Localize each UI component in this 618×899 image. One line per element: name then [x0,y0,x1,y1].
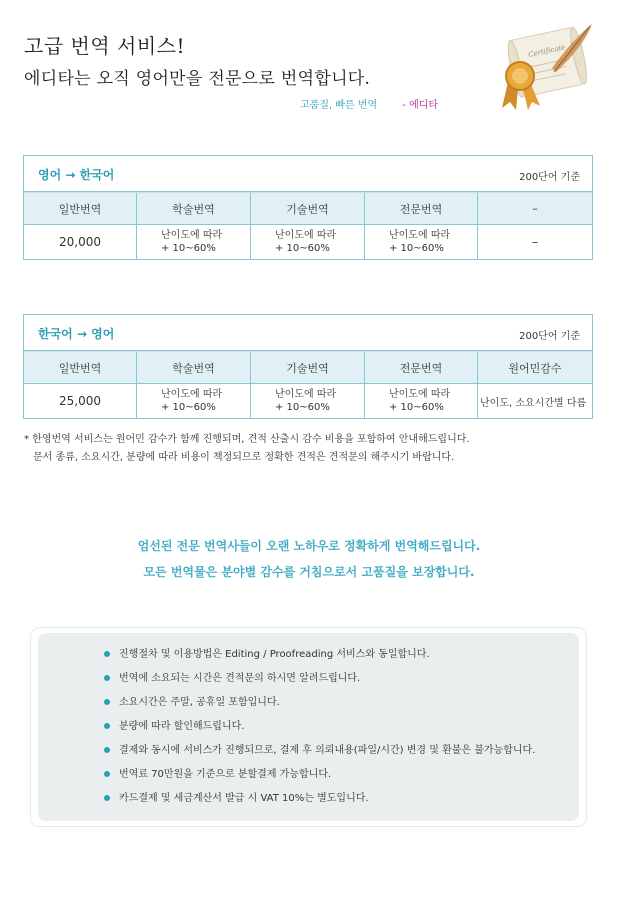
bullet-icon [104,771,110,777]
certificate-illustration [494,18,594,114]
price-unit: 200단어 기준 [519,331,580,342]
list-item: 결제와 동시에 서비스가 진행되므로, 결제 후 의뢰내용(파일/시간) 변경 및 환불은 불가능합니다. [104,741,535,765]
column-headers [24,192,592,225]
col-academic: 학술번역 [137,193,251,224]
bullet-icon [104,651,110,657]
col-general: 일반번역 [24,193,137,224]
col-general: 일반번역 [24,352,137,383]
price-table-header [24,156,592,192]
price-academic: 난이도에 따라 + 10~60% [137,225,251,259]
price-professional: 난이도에 따라 + 10~60% [365,225,478,259]
bullet-icon [104,675,110,681]
price-unit: 200단어 기준 [519,172,580,183]
certificate-label: Certificate [527,43,567,59]
tagline-text: 고품질, 빠른 번역 [300,100,378,111]
price-technical: 난이도에 따라 + 10~60% [251,225,365,259]
bullet-icon [104,723,110,729]
list-item: 소요시간은 주말, 공휴일 포함입니다. [104,693,535,717]
price-table-en-ko [23,155,593,260]
bullet-icon [104,747,110,753]
list-item: 번역료 70만원을 기준으로 분할결제 가능합니다. [104,765,535,789]
promo-line: 모든 번역물은 분야별 감수를 거침으로서 고품질을 보장합니다. [143,565,475,579]
price-general: 20,000 [24,225,137,259]
price-academic: 난이도에 따라 + 10~60% [137,384,251,418]
list-item: 카드결제 및 세금계산서 발급 시 VAT 10%는 별도입니다. [104,789,535,813]
col-technical: 기술번역 [251,352,365,383]
tagline [300,96,438,111]
bullet-icon [104,699,110,705]
note-line: * 한영번역 서비스는 원어민 감수가 함께 진행되며, 견적 산출시 감수 비용을 포함하여 안내해드립니다. [24,434,470,445]
list-item: 번역에 소요되는 시간은 견적문의 하시면 알려드립니다. [104,669,535,693]
price-row [24,384,592,418]
promo-line: 엄선된 전문 번역사들이 오랜 노하우로 정확하게 번역해드립니다. [137,539,481,553]
headline-title: 고급 번역 서비스! [24,34,185,58]
col-academic: 학술번역 [137,352,251,383]
bullet-icon [104,795,110,801]
price-professional: 난이도에 따라 + 10~60% [365,384,478,418]
price-general: 25,000 [24,384,137,418]
list-item: 진행절차 및 이용방법은 Editing / Proofreading 서비스와 동일합니다. [104,645,535,669]
translation-direction: 한국어 → 영어 [38,327,115,341]
note-line: 문서 종류, 소요시간, 분량에 따라 비용이 책정되므로 정확한 견적은 견적문의 해주시기 바랍니다. [33,452,455,463]
price-extra: – [532,235,538,249]
list-item: 분량에 따라 할인해드립니다. [104,717,535,741]
price-row [24,225,592,259]
col-professional: 전문번역 [365,193,478,224]
col-professional: 전문번역 [365,352,478,383]
price-native-review: 난이도, 소요시간별 다름 [480,397,587,409]
col-technical: 기술번역 [251,193,365,224]
info-list [104,645,535,813]
translation-direction: 영어 → 한국어 [38,168,115,182]
tagline-signature: - 에디타 [402,100,439,111]
col-native-review: 원어민감수 [508,361,562,375]
pricing-notes [24,431,470,467]
price-table-ko-en [23,314,593,419]
price-technical: 난이도에 따라 + 10~60% [251,384,365,418]
column-headers [24,351,592,384]
headline-subtitle: 에디타는 오직 영어만을 전문으로 번역합니다. [24,69,371,89]
price-table-header [24,315,592,351]
col-extra: – [532,202,538,215]
